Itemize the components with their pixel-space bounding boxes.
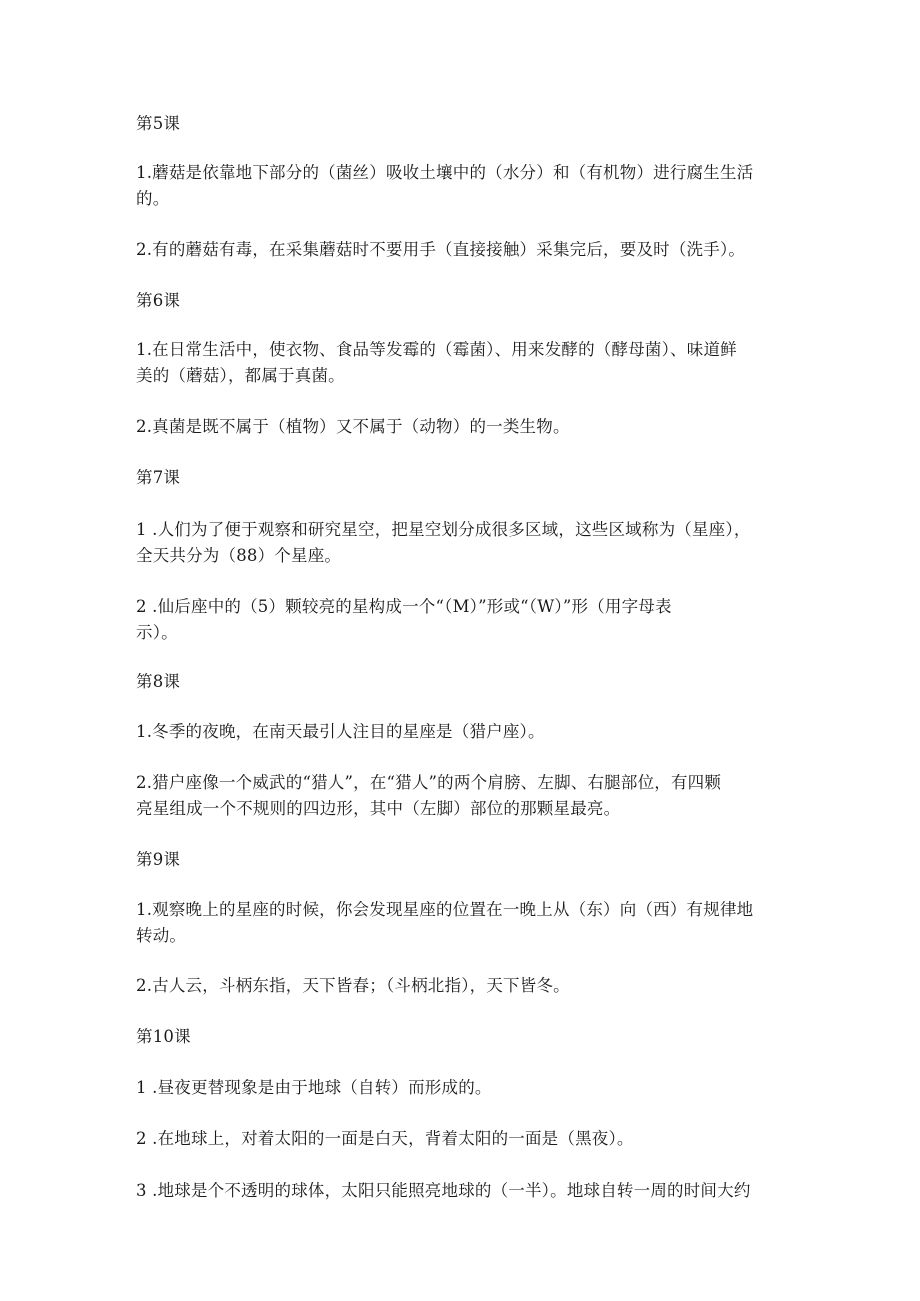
lesson-10-item-2-line-1: 2 .在地球上，对着太阳的一面是白天，背着太阳的一面是（黑夜）。 [136, 1129, 634, 1148]
lesson-7-item-1-line-1: 1 .人们为了便于观察和研究星空，把星空划分成很多区域，这些区域称为（星座）， [136, 520, 751, 539]
lesson-heading-10: 第10课 [136, 1027, 191, 1046]
lesson-6-item-1-line-2: 美的（蘑菇），都属于真菌。 [136, 366, 345, 385]
lesson-heading-7: 第7课 [136, 468, 181, 487]
lesson-heading-9: 第9课 [136, 850, 181, 869]
lesson-10-item-3-line-1: 3 .地球是个不透明的球体，太阳只能照亮地球的（一半）。地球自转一周的时间大约 [136, 1181, 751, 1200]
lesson-5-item-1-line-2: 的。 [136, 189, 170, 208]
lesson-5-item-2-line-1: 2.有的蘑菇有毒，在采集蘑菇时不要用手（直接接触）采集完后，要及时（洗手）。 [136, 240, 746, 259]
lesson-9-item-1-line-2: 转动。 [136, 926, 187, 945]
lesson-8-item-2-line-1: 2.猎户座像一个威武的“猎人”，在“猎人”的两个肩膀、左脚、右腿部位，有四颗 [136, 773, 722, 792]
lesson-heading-8: 第8课 [136, 672, 181, 691]
lesson-8-item-2-line-2: 亮星组成一个不规则的四边形，其中（左脚）部位的那颗星最亮。 [136, 799, 621, 818]
lesson-5-item-1-line-1: 1.蘑菇是依靠地下部分的（菌丝）吸收土壤中的（水分）和（有机物）进行腐生生活 [136, 163, 754, 182]
lesson-7-item-2-line-1: 2 .仙后座中的（5）颗较亮的星构成一个“（M）”形或“（W）”形（用字母表 [136, 597, 672, 616]
lesson-8-item-1-line-1: 1.冬季的夜晚，在南天最引人注目的星座是（猎户座）。 [136, 722, 545, 741]
lesson-6-item-1-line-1: 1.在日常生活中，使衣物、食品等发霉的（霉菌）、用来发酵的（酵母菌）、味道鲜 [136, 340, 737, 359]
lesson-heading-5: 第5课 [136, 114, 181, 133]
lesson-9-item-2-line-1: 2.古人云，斗柄东指，天下皆春；（斗柄北指），天下皆冬。 [136, 976, 570, 995]
lesson-6-item-2-line-1: 2.真菌是既不属于（植物）又不属于（动物）的一类生物。 [136, 417, 570, 436]
lesson-7-item-1-line-2: 全天共分为（88）个星座。 [136, 546, 342, 565]
lesson-10-item-1-line-1: 1 .昼夜更替现象是由于地球（自转）而形成的。 [136, 1078, 492, 1097]
lesson-9-item-1-line-1: 1.观察晚上的星座的时候，你会发现星座的位置在一晚上从（东）向（西）有规律地 [136, 900, 754, 919]
lesson-heading-6: 第6课 [136, 291, 181, 310]
lesson-7-item-2-line-2: 示）。 [136, 623, 178, 642]
